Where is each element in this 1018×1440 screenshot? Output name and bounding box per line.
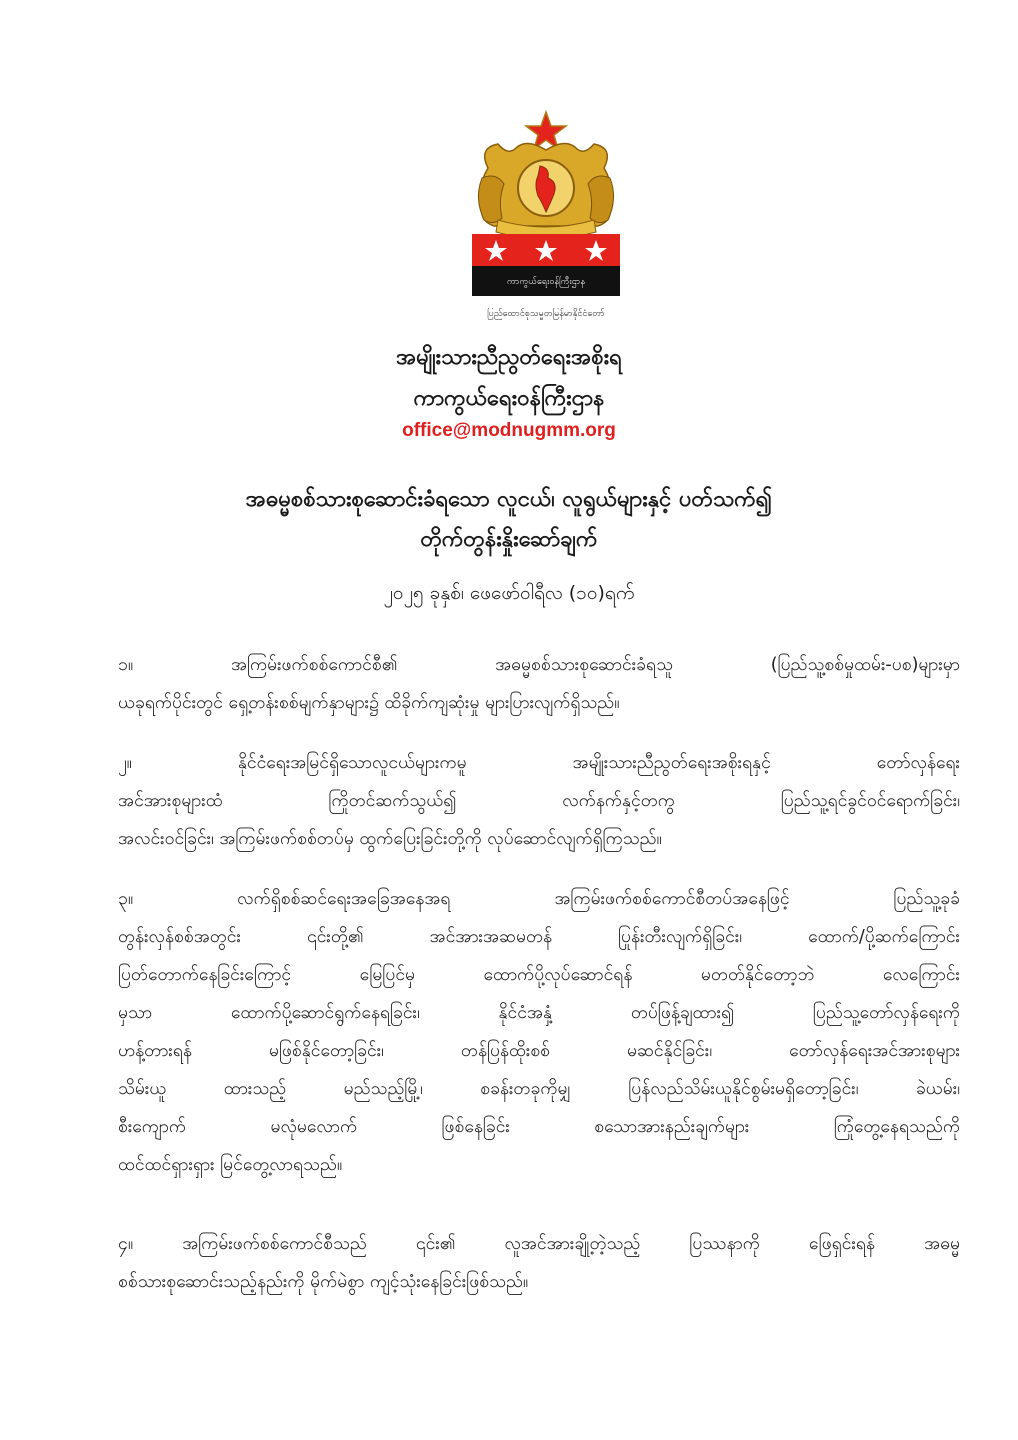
paragraph-line: ယခုရက်ပိုင်းတွင် ရှေ့တန်းစစ်မျက်နှာများ၌ ထိခိုက်ကျဆုံးမှု များပြားလျက်ရှိသည်။ <box>118 693 620 713</box>
paragraph-line: ၃။ လက်ရှိစစ်ဆင်ရေးအခြေအနေအရ အကြမ်းဖက်စစ်ကောင်စီတပ်အနေဖြင့် ပြည်သူ့ခုခံ <box>118 889 960 909</box>
paragraph-4 <box>118 1225 960 1301</box>
paragraph-2 <box>118 744 960 858</box>
paragraph-3 <box>118 880 960 1184</box>
paragraph-line: မှသာ ထောက်ပို့ဆောင်ရွက်နေရခြင်း၊ နိုင်ငံအနှံ့ တပ်ဖြန့်ချထား၍ ပြည်သူ့တော်လှန်ရေးကို <box>118 1003 960 1023</box>
paragraph-line: အလင်းဝင်ခြင်း၊ အကြမ်းဖက်စစ်တပ်မှ ထွက်ပြေးခြင်းတို့ကို လုပ်ဆောင်လျက်ရှိကြသည်။ <box>118 829 662 849</box>
ministry-name: ကာကွယ်ရေးဝန်ကြီးဌာန <box>413 386 605 411</box>
paragraph-1 <box>118 646 960 722</box>
paragraph-line: သိမ်းယူ ထားသည့် မည်သည့်မြို့၊ စခန်းတခုကိုမျှ ပြန်လည်သိမ်းယူနိုင်စွမ်းမရှိတော့ခြင်း၊ ခဲယမ်း၊ <box>118 1079 960 1099</box>
emblem-band-label: ကာကွယ်ရေးဝန်ကြီးဌာန <box>506 277 586 287</box>
ministry-emblem <box>468 108 624 332</box>
lion-left-icon <box>478 176 504 223</box>
statement-title-line-2: တိုက်တွန်းနှိုးဆော်ချက် <box>420 527 598 552</box>
paragraph-line: အင်အားစုများထံ ကြိုတင်ဆက်သွယ်၍ လက်နက်နှင့်တကွ ပြည်သူ့ရင်ခွင်ဝင်ရောက်ခြင်း၊ <box>118 791 960 811</box>
lion-right-icon <box>588 176 614 223</box>
paragraph-line: ၁။ အကြမ်းဖက်စစ်ကောင်စီ၏ အဓမ္မစစ်သားစုဆောင်းခံရသူ (ပြည်သူ့စစ်မှုထမ်း-ပစ)များမှာ <box>118 655 960 675</box>
paragraph-line: တွန်းလှန်စစ်အတွင်း ၎င်းတို့၏ အင်အားအဆမတန် ပြုန်းတီးလျက်ရှိခြင်း၊ ထောက်/ပို့ဆက်ကြောင်း <box>118 927 960 947</box>
paragraph-line: ဟန့်တားရန် မဖြစ်နိုင်တော့ခြင်း၊ တန်ပြန်ထိုးစစ် မဆင်နိုင်ခြင်း၊ တော်လှန်ရေးအင်အားစုများ <box>118 1041 960 1061</box>
emblem-caption: ပြည်ထောင်စုသမ္မတမြန်မာနိုင်ငံတော် <box>487 309 605 319</box>
paragraph-line: ၂။ နိုင်ငံရေးအမြင်ရှိသောလူငယ်များကမူ အမျိုးသားညီညွတ်ရေးအစိုးရနှင့် တော်လှန်ရေး <box>118 753 960 773</box>
contact-email: office@modnugmm.org <box>402 420 616 441</box>
paragraph-line: စစ်သားစုဆောင်းသည့်နည်းကို မိုက်မဲစွာ ကျင့်သုံးနေခြင်းဖြစ်သည်။ <box>118 1272 529 1292</box>
paragraph-line: စီးကျောက် မလုံမလောက် ဖြစ်နေခြင်း စသောအားနည်းချက်များ ကြုံတွေ့နေရသည်ကို <box>118 1117 960 1137</box>
paragraph-line: ထင်ထင်ရှားရှား မြင်တွေ့လာရသည်။ <box>118 1155 343 1175</box>
paragraph-line: ၄။ အကြမ်းဖက်စစ်ကောင်စီသည် ၎င်း၏ လူအင်အားချို့တဲ့သည့် ပြဿနာကို ဖြေရှင်းရန် အဓမ္မ <box>118 1234 960 1254</box>
statement-title-line-1: အဓမ္မစစ်သားစုဆောင်းခံရသော လူငယ်၊ လူရွယ်များနှင့် ပတ်သက်၍ <box>245 487 773 512</box>
statement-date: ၂၀၂၅ ခုနှစ်၊ ဖေဖော်ဝါရီလ (၁၀)ရက် <box>383 582 635 604</box>
paragraph-line: ပြတ်တောက်နေခြင်းကြောင့် မြေပြင်မှ ထောက်ပို့လုပ်ဆောင်ရန် မတတ်နိုင်တော့ဘဲ လေကြောင်း <box>118 965 960 985</box>
government-name: အမျိုးသားညီညွတ်ရေးအစိုးရ <box>396 345 622 370</box>
